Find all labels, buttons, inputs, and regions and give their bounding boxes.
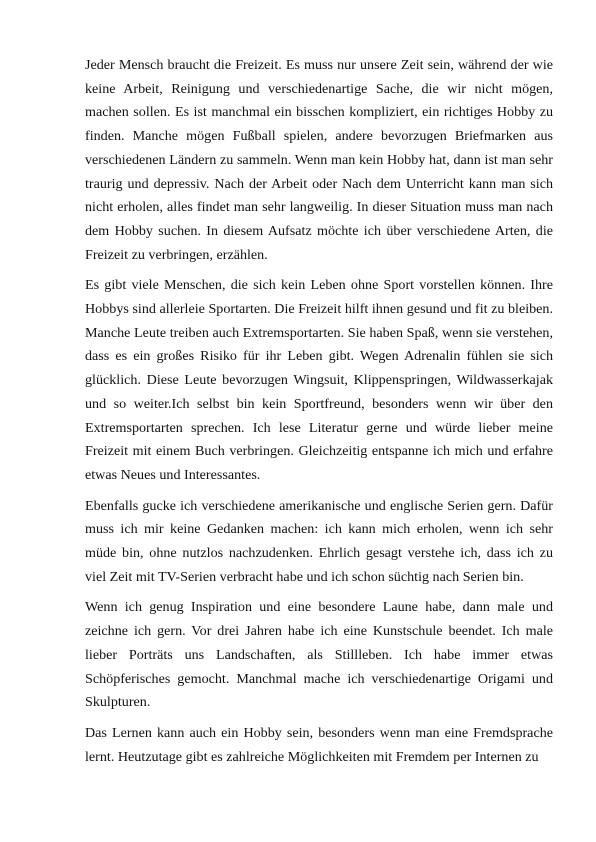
paragraph-series: Ebenfalls gucke ich verschiedene amerikanische und englische Serien gern. Dafür muss ich mir keine Gedanken machen: ich kann mich erholen, wenn ich sehr müde bin, ohne nutzlos nachzudenken. Ehrlich gesagt verstehe ich, dass ich zu viel Zeit mit TV-Serien verbracht habe und ich schon süchtig nach Serien bin. xyxy=(85,497,553,585)
paragraph-intro: Jeder Mensch braucht die Freizeit. Es muss nur unsere Zeit sein, während der wie keine Arbeit, Reinigung und verschiedenartige Sache, die wir nicht mögen, machen sollen. Es ist manchmal ein bisschen kompliziert, ein richtiges Hobby zu finden. Manche mögen Fußball spielen, andere bevorzugen Briefmarken aus verschiedenen Ländern zu sammeln. Wenn man kein Hobby hat, dann ist man sehr traurig und depressiv. Nach der Arbeit oder Nach dem Unterricht kann man sich nicht erholen, alles findet man sehr langweilig. In dieser Situation muss man nach dem Hobby suchen. In diesem Aufsatz möchte ich über verschiedene Arten, die Freizeit zu verbringen, erzählen. xyxy=(85,57,553,263)
paragraph-art: Wenn ich genug Inspiration und eine besondere Laune habe, dann male und zeichne ich gern. Vor drei Jahren habe ich eine Kunstschule beendet. Ich male lieber Porträts uns Landschaften, als Stillleben. Ich habe immer etwas Schöpferisches gemocht. Manchmal mache ich verschiedenartige Origami und Skulpturen. xyxy=(85,599,553,711)
document-body xyxy=(85,54,553,776)
paragraph-sport: Es gibt viele Menschen, die sich kein Leben ohne Sport vorstellen können. Ihre Hobbys sind allerleie Sportarten. Die Freizeit hilft ihnen gesund und fit zu bleiben. Manche Leute treiben auch Extremsportarten. Sie haben Spaß, wenn sie verstehen, dass es ein großes Risiko für ihr Leben gibt. Wegen Adrenalin fühlen sie sich glücklich. Diese Leute bevorzugen Wingsuit, Klippenspringen, Wildwasserkajak und so weiter.Ich selbst bin kein Sportfreund, besonders wenn wir über den Extremsportarten sprechen. Ich lese Literatur gerne und würde lieber meine Freizeit mit einem Buch verbringen. Gleichzeitig entspanne ich mich und erfahre etwas Neues und Interessantes. xyxy=(85,277,553,483)
paragraph-learning: Das Lernen kann auch ein Hobby sein, besonders wenn man eine Fremdsprache lernt. Heutzutage gibt es zahlreiche Möglichkeiten mit Fremdem per Internen zu xyxy=(85,724,553,765)
